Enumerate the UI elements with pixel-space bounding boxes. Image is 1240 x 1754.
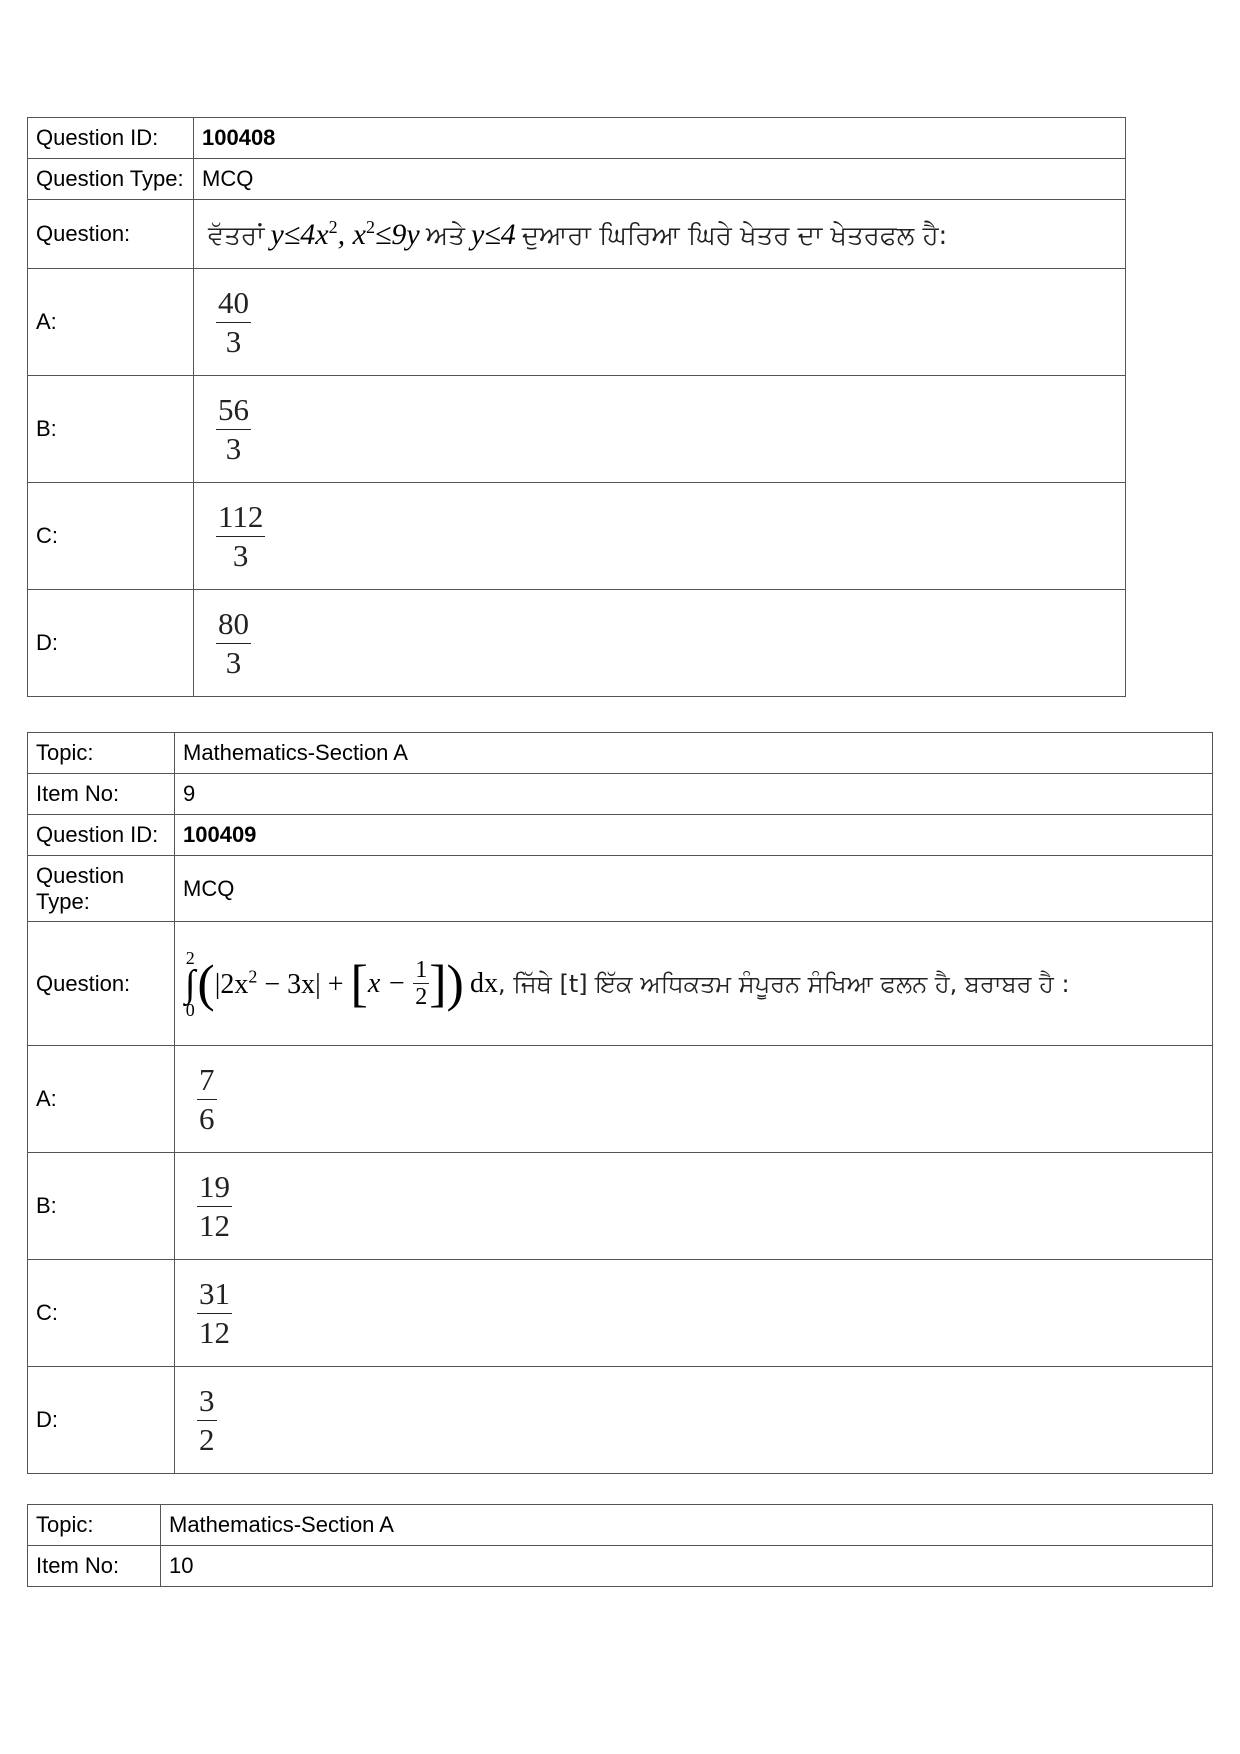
option-a-row — [28, 1046, 1213, 1153]
question-row — [28, 922, 1213, 1046]
integral-symbol: 2 ∫ 0 — [185, 947, 196, 1020]
topic-label: Topic: — [28, 733, 175, 774]
option-b-value: $\frac{19}{12}$ — [175, 1153, 1213, 1260]
question-table-item-10 — [27, 1504, 1213, 1587]
option-b-row — [28, 376, 1126, 483]
topic-value: Mathematics-Section A — [175, 733, 1213, 774]
question-row — [28, 200, 1126, 269]
option-d-label: D: — [28, 590, 194, 697]
option-c-value: $\frac{112}{3}$ — [194, 483, 1126, 590]
option-d-row — [28, 590, 1126, 697]
option-b-value: $\frac{56}{3}$ — [194, 376, 1126, 483]
item-no-value: 9 — [175, 774, 1213, 815]
option-a-value: $\frac{40}{3}$ — [194, 269, 1126, 376]
question-id-label: Question ID: — [28, 118, 194, 159]
item-no-value: 10 — [161, 1546, 1213, 1587]
question-label: Question: — [28, 922, 175, 1046]
question-id-value: 100408 — [194, 118, 1126, 159]
topic-row — [28, 733, 1213, 774]
question-table-100409 — [27, 732, 1213, 1474]
question-id-label: Question ID: — [28, 815, 175, 856]
topic-value: Mathematics-Section A — [161, 1505, 1213, 1546]
option-b-label: B: — [28, 1153, 175, 1260]
option-d-value: $\frac{3}{2}$ — [175, 1367, 1213, 1474]
question-label: Question: — [28, 200, 194, 269]
option-c-row — [28, 1260, 1213, 1367]
question-type-label: Question Type: — [28, 159, 194, 200]
question-type-label: Question Type: — [28, 856, 175, 922]
question-text: ਵੱਤਰਾਂ $y\le 4x^2$, $x^2\le 9y$ ਅਤੇ y≤4 ਦੁਆਰਾ ਘਿਰਿਆ ਘਿਰੇ ਖੇਤਰ ਦਾ ਖੇਤਰਫਲ ਹੈ: — [194, 200, 1126, 269]
question-id-row — [28, 815, 1213, 856]
question-type-value: MCQ — [194, 159, 1126, 200]
option-a-label: A: — [28, 1046, 175, 1153]
option-d-row — [28, 1367, 1213, 1474]
option-a-row — [28, 269, 1126, 376]
option-a-value: $\frac{7}{6}$ — [175, 1046, 1213, 1153]
item-no-label: Item No: — [28, 774, 175, 815]
option-d-value: $\frac{80}{3}$ — [194, 590, 1126, 697]
option-c-row — [28, 483, 1126, 590]
topic-label: Topic: — [28, 1505, 161, 1546]
question-id-row — [28, 118, 1126, 159]
option-c-value: $\frac{31}{12}$ — [175, 1260, 1213, 1367]
option-b-row — [28, 1153, 1213, 1260]
option-c-label: C: — [28, 1260, 175, 1367]
option-a-label: A: — [28, 269, 194, 376]
option-c-label: C: — [28, 483, 194, 590]
item-no-label: Item No: — [28, 1546, 161, 1587]
question-text: 2 ∫ 0 ($|2x^2 - 3x| + [x$ − $\frac{1}{2}$ ]) dx, ਜਿੱਥੇ [t] ਇੱਕ ਅਧਿਕਤਮ ਸੰਪੂਰਨ ਸੰਖਿਆ ਫਲਨ ਹੈ, ਬਰਾਬਰ ਹੈ : — [175, 922, 1213, 1046]
option-d-label: D: — [28, 1367, 175, 1474]
question-type-value: MCQ — [175, 856, 1213, 922]
option-b-label: B: — [28, 376, 194, 483]
question-table-100408 — [27, 117, 1126, 697]
question-id-value: 100409 — [175, 815, 1213, 856]
question-type-row — [28, 159, 1126, 200]
item-no-row — [28, 1546, 1213, 1587]
question-type-row — [28, 856, 1213, 922]
topic-row — [28, 1505, 1213, 1546]
item-no-row — [28, 774, 1213, 815]
